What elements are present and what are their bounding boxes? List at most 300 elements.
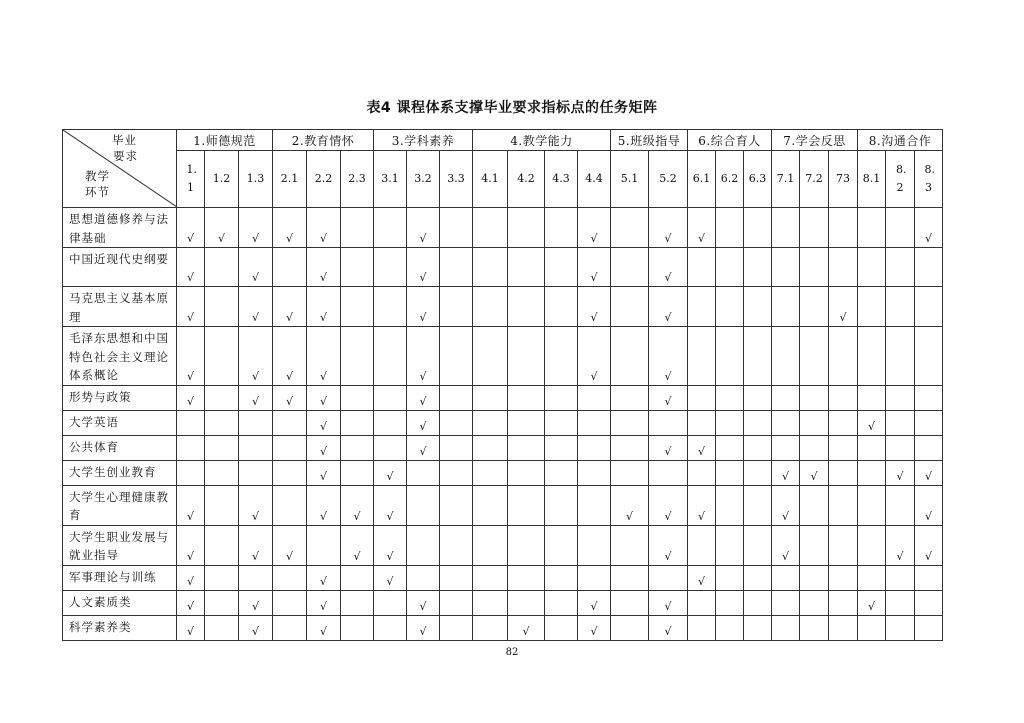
matrix-cell	[545, 208, 578, 248]
matrix-cell	[858, 460, 886, 485]
matrix-cell	[273, 287, 307, 327]
course-name: 大学生心理健康教育	[63, 485, 177, 525]
matrix-cell	[800, 385, 829, 410]
matrix-cell	[578, 615, 611, 640]
matrix-cell	[578, 565, 611, 590]
matrix-cell	[744, 460, 772, 485]
matrix-cell	[273, 460, 307, 485]
matrix-cell	[578, 327, 611, 386]
matrix-cell	[374, 385, 407, 410]
matrix-cell	[177, 287, 205, 327]
matrix-cell	[341, 435, 374, 460]
course-name: 军事理论与训练	[63, 565, 177, 590]
check-mark: √	[664, 369, 672, 383]
matrix-cell	[440, 287, 473, 327]
matrix-cell	[886, 208, 915, 248]
indicator-label: 6.1	[692, 172, 711, 185]
matrix-cell	[772, 410, 800, 435]
matrix-cell	[473, 248, 508, 287]
matrix-cell	[440, 327, 473, 386]
matrix-cell	[915, 327, 943, 386]
matrix-cell	[545, 385, 578, 410]
indicator-label: 7.2	[805, 172, 823, 185]
matrix-cell	[473, 615, 508, 640]
indicator-label: 4.2	[517, 172, 535, 185]
matrix-cell	[440, 435, 473, 460]
indicator-header	[341, 151, 374, 208]
check-mark: √	[186, 509, 194, 523]
matrix-cell	[374, 590, 407, 615]
matrix-cell	[611, 525, 649, 565]
matrix-cell	[508, 590, 545, 615]
matrix-cell	[611, 248, 649, 287]
matrix-cell	[545, 485, 578, 525]
matrix-cell	[508, 460, 545, 485]
check-mark: √	[697, 444, 705, 458]
table-row	[63, 590, 943, 615]
matrix-cell	[744, 287, 772, 327]
matrix-cell	[915, 435, 943, 460]
matrix-cell	[858, 248, 886, 287]
matrix-cell	[205, 590, 239, 615]
matrix-cell	[829, 410, 858, 435]
check-mark: √	[419, 394, 427, 408]
indicator-header	[578, 151, 611, 208]
matrix-cell	[273, 327, 307, 386]
matrix-cell	[374, 460, 407, 485]
matrix-cell	[545, 248, 578, 287]
matrix-cell	[649, 485, 688, 525]
check-mark: √	[251, 311, 259, 324]
indicator-label: 5.2	[659, 172, 677, 185]
matrix-cell	[177, 565, 205, 590]
corner-bottom-text: 教学	[85, 169, 110, 183]
indicator-header	[716, 151, 744, 208]
matrix-cell	[341, 287, 374, 327]
group-header: 7.学会反思	[772, 130, 858, 151]
matrix-cell	[649, 385, 688, 410]
matrix-cell	[341, 615, 374, 640]
matrix-cell	[307, 327, 341, 386]
matrix-cell	[716, 615, 744, 640]
check-mark: √	[419, 419, 427, 433]
check-mark: √	[251, 394, 259, 408]
indicator-header	[829, 151, 858, 208]
matrix-cell	[508, 385, 545, 410]
indicator-label: 3.1	[381, 172, 399, 185]
matrix-cell	[800, 485, 829, 525]
matrix-cell	[829, 565, 858, 590]
matrix-cell	[508, 248, 545, 287]
check-mark: √	[625, 509, 633, 523]
matrix-cell	[440, 248, 473, 287]
matrix-cell	[716, 208, 744, 248]
check-mark: √	[251, 271, 259, 284]
matrix-cell	[649, 460, 688, 485]
matrix-cell	[578, 485, 611, 525]
matrix-cell	[744, 435, 772, 460]
matrix-cell	[688, 435, 716, 460]
corner-top-text: 毕业	[112, 133, 137, 147]
matrix-cell	[205, 565, 239, 590]
matrix-cell	[688, 410, 716, 435]
matrix-cell	[716, 525, 744, 565]
check-mark: √	[186, 394, 194, 408]
matrix-cell	[649, 565, 688, 590]
matrix-cell	[611, 590, 649, 615]
table-row	[63, 485, 943, 525]
indicator-label: 4.4	[585, 172, 603, 185]
matrix-cell	[473, 485, 508, 525]
check-mark: √	[353, 509, 361, 523]
check-mark: √	[285, 232, 293, 245]
matrix-cell	[772, 485, 800, 525]
matrix-cell	[239, 485, 273, 525]
matrix-cell	[473, 287, 508, 327]
matrix-cell	[239, 435, 273, 460]
matrix-cell	[578, 410, 611, 435]
matrix-cell	[915, 565, 943, 590]
matrix-cell	[688, 460, 716, 485]
matrix-cell	[407, 615, 440, 640]
matrix-cell	[829, 208, 858, 248]
group-header: 3.学科素养	[374, 130, 473, 151]
matrix-cell	[273, 615, 307, 640]
corner-top-text: 要求	[113, 149, 138, 163]
matrix-cell	[772, 525, 800, 565]
matrix-cell	[341, 248, 374, 287]
matrix-cell	[407, 525, 440, 565]
matrix-cell	[744, 385, 772, 410]
table-row	[63, 460, 943, 485]
matrix-cell	[915, 287, 943, 327]
indicator-header	[440, 151, 473, 208]
course-name: 形势与政策	[63, 385, 177, 410]
matrix-cell	[307, 565, 341, 590]
indicator-header	[205, 151, 239, 208]
matrix-cell	[341, 327, 374, 386]
indicator-header	[688, 151, 716, 208]
matrix-cell	[886, 590, 915, 615]
table-row	[63, 410, 943, 435]
course-name: 公共体育	[63, 435, 177, 460]
matrix-cell	[545, 410, 578, 435]
indicator-header	[800, 151, 829, 208]
matrix-cell	[716, 327, 744, 386]
matrix-cell	[374, 525, 407, 565]
matrix-cell	[772, 435, 800, 460]
indicator-header	[744, 151, 772, 208]
check-mark: √	[285, 394, 293, 408]
matrix-cell	[716, 248, 744, 287]
check-mark: √	[590, 232, 598, 245]
indicator-label: 1.3	[246, 172, 265, 185]
course-name: 马克思主义基本原理	[63, 287, 177, 327]
matrix-cell	[886, 327, 915, 386]
matrix-cell	[273, 410, 307, 435]
matrix-cell	[440, 460, 473, 485]
check-mark: √	[285, 369, 293, 383]
indicator-label: 73	[836, 172, 850, 185]
table-row	[63, 327, 943, 386]
matrix-cell	[772, 248, 800, 287]
matrix-cell	[858, 615, 886, 640]
indicator-label: 4.1	[481, 172, 499, 185]
check-mark: √	[419, 624, 427, 638]
matrix-cell	[688, 327, 716, 386]
check-mark: √	[664, 232, 672, 245]
check-mark: √	[319, 574, 327, 588]
matrix-cell	[688, 208, 716, 248]
page-number: 82	[505, 647, 519, 658]
matrix-cell	[508, 565, 545, 590]
group-header: 2.教育情怀	[273, 130, 374, 151]
matrix-cell	[374, 485, 407, 525]
check-mark: √	[319, 232, 327, 245]
matrix-cell	[177, 435, 205, 460]
matrix-cell	[407, 385, 440, 410]
check-mark: √	[664, 394, 672, 408]
matrix-cell	[649, 435, 688, 460]
matrix-cell	[508, 208, 545, 248]
indicator-header	[915, 151, 943, 208]
matrix-cell	[649, 590, 688, 615]
matrix-cell	[800, 565, 829, 590]
matrix-cell	[239, 590, 273, 615]
check-mark: √	[186, 271, 194, 284]
matrix-cell	[273, 525, 307, 565]
matrix-cell	[545, 287, 578, 327]
matrix-cell	[915, 485, 943, 525]
corner-label-teaching	[85, 168, 110, 200]
matrix-cell	[177, 248, 205, 287]
check-mark: √	[186, 549, 194, 563]
check-mark: √	[186, 624, 194, 638]
course-name: 中国近现代史纲要	[63, 248, 177, 287]
course-name: 大学英语	[63, 410, 177, 435]
matrix-cell	[800, 208, 829, 248]
matrix-cell	[744, 590, 772, 615]
check-mark: √	[590, 599, 598, 613]
check-mark: √	[319, 469, 327, 483]
matrix-cell	[205, 410, 239, 435]
check-mark: √	[590, 369, 598, 383]
matrix-cell	[611, 208, 649, 248]
matrix-cell	[649, 615, 688, 640]
check-mark: √	[924, 469, 932, 483]
matrix-cell	[239, 287, 273, 327]
table-row	[63, 248, 943, 287]
check-mark: √	[319, 271, 327, 284]
check-mark: √	[285, 549, 293, 563]
matrix-cell	[611, 565, 649, 590]
matrix-cell	[205, 615, 239, 640]
indicator-label: 2.2	[314, 172, 333, 185]
check-mark: √	[781, 509, 789, 523]
matrix-cell	[915, 460, 943, 485]
matrix-cell	[307, 287, 341, 327]
matrix-cell	[307, 435, 341, 460]
matrix-cell	[772, 590, 800, 615]
indicator-label: 2.1	[280, 172, 299, 185]
check-mark: √	[319, 444, 327, 458]
matrix-cell	[649, 327, 688, 386]
matrix-cell	[473, 435, 508, 460]
indicator-label: 5.1	[620, 172, 639, 185]
matrix-cell	[858, 385, 886, 410]
matrix-cell	[744, 410, 772, 435]
matrix-cell	[407, 485, 440, 525]
indicator-header	[239, 151, 273, 208]
check-mark: √	[419, 444, 427, 458]
matrix-cell	[545, 590, 578, 615]
matrix-cell	[307, 590, 341, 615]
matrix-cell	[886, 385, 915, 410]
matrix-cell	[508, 525, 545, 565]
matrix-cell	[239, 208, 273, 248]
matrix-cell	[886, 565, 915, 590]
matrix-cell	[649, 208, 688, 248]
matrix-cell	[440, 208, 473, 248]
matrix-cell	[545, 525, 578, 565]
matrix-cell	[508, 615, 545, 640]
matrix-cell	[341, 460, 374, 485]
check-mark: √	[664, 599, 672, 613]
matrix-cell	[407, 327, 440, 386]
indicator-label: 1.2	[212, 172, 231, 185]
matrix-cell	[716, 460, 744, 485]
check-mark: √	[319, 509, 327, 523]
matrix-cell	[800, 525, 829, 565]
matrix-cell	[716, 287, 744, 327]
matrix-cell	[440, 525, 473, 565]
matrix-cell	[858, 525, 886, 565]
matrix-cell	[239, 327, 273, 386]
indicator-header	[886, 151, 915, 208]
matrix-cell	[886, 248, 915, 287]
matrix-cell	[578, 287, 611, 327]
matrix-cell	[858, 287, 886, 327]
check-mark: √	[810, 469, 818, 483]
check-mark: √	[781, 469, 789, 483]
indicator-label: 1.1	[186, 163, 197, 194]
matrix-cell	[440, 485, 473, 525]
matrix-cell	[578, 208, 611, 248]
matrix-cell	[307, 615, 341, 640]
check-mark: √	[386, 469, 394, 483]
check-mark: √	[896, 549, 904, 563]
matrix-cell	[205, 248, 239, 287]
matrix-cell	[688, 248, 716, 287]
matrix-cell	[688, 590, 716, 615]
matrix-cell	[374, 435, 407, 460]
matrix-cell	[239, 460, 273, 485]
check-mark: √	[664, 444, 672, 458]
check-mark: √	[319, 599, 327, 613]
matrix-cell	[407, 590, 440, 615]
matrix-cell	[886, 287, 915, 327]
matrix-cell	[374, 248, 407, 287]
matrix-cell	[508, 327, 545, 386]
check-mark: √	[251, 369, 259, 383]
matrix-cell	[772, 565, 800, 590]
indicator-header	[611, 151, 649, 208]
table-row	[63, 525, 943, 565]
matrix-cell	[374, 208, 407, 248]
indicator-label: 4.3	[552, 172, 570, 185]
check-mark: √	[867, 419, 875, 433]
indicator-label: 6.2	[720, 172, 739, 185]
matrix-cell	[744, 248, 772, 287]
matrix-cell	[649, 287, 688, 327]
matrix-cell	[829, 435, 858, 460]
matrix-cell	[800, 615, 829, 640]
matrix-cell	[744, 208, 772, 248]
matrix-cell	[886, 485, 915, 525]
matrix-cell	[772, 208, 800, 248]
matrix-cell	[307, 208, 341, 248]
matrix-cell	[545, 460, 578, 485]
matrix-cell	[829, 485, 858, 525]
table-row	[63, 385, 943, 410]
check-mark: √	[590, 271, 598, 284]
matrix-cell	[688, 385, 716, 410]
matrix-cell	[440, 385, 473, 410]
group-header: 5.班级指导	[611, 130, 688, 151]
check-mark: √	[924, 232, 932, 245]
matrix-cell	[473, 208, 508, 248]
matrix-cell	[205, 460, 239, 485]
matrix-cell	[177, 590, 205, 615]
matrix-cell	[744, 327, 772, 386]
matrix-cell	[688, 525, 716, 565]
indicator-header	[407, 151, 440, 208]
check-mark: √	[186, 232, 194, 245]
matrix-cell	[374, 565, 407, 590]
matrix-cell	[273, 565, 307, 590]
matrix-cell	[473, 565, 508, 590]
matrix-cell	[374, 327, 407, 386]
matrix-cell	[611, 485, 649, 525]
check-mark: √	[319, 311, 327, 324]
matrix-cell	[273, 485, 307, 525]
matrix-cell	[611, 287, 649, 327]
check-mark: √	[419, 271, 427, 284]
matrix-cell	[772, 287, 800, 327]
indicator-header	[473, 151, 508, 208]
matrix-cell	[177, 327, 205, 386]
check-mark: √	[251, 624, 259, 638]
matrix-cell	[858, 565, 886, 590]
check-mark: √	[664, 509, 672, 523]
matrix-cell	[649, 248, 688, 287]
matrix-cell	[800, 327, 829, 386]
matrix-cell	[545, 615, 578, 640]
header-corner	[63, 130, 177, 208]
matrix-cell	[744, 485, 772, 525]
check-mark: √	[419, 232, 427, 245]
matrix-cell	[716, 435, 744, 460]
check-mark: √	[319, 624, 327, 638]
matrix-cell	[407, 208, 440, 248]
task-matrix-table	[62, 129, 943, 641]
table-row	[63, 565, 943, 590]
indicator-header	[858, 151, 886, 208]
check-mark: √	[386, 574, 394, 588]
matrix-cell	[578, 525, 611, 565]
matrix-cell	[886, 460, 915, 485]
course-name: 毛泽东思想和中国特色社会主义理论体系概论	[63, 327, 177, 386]
